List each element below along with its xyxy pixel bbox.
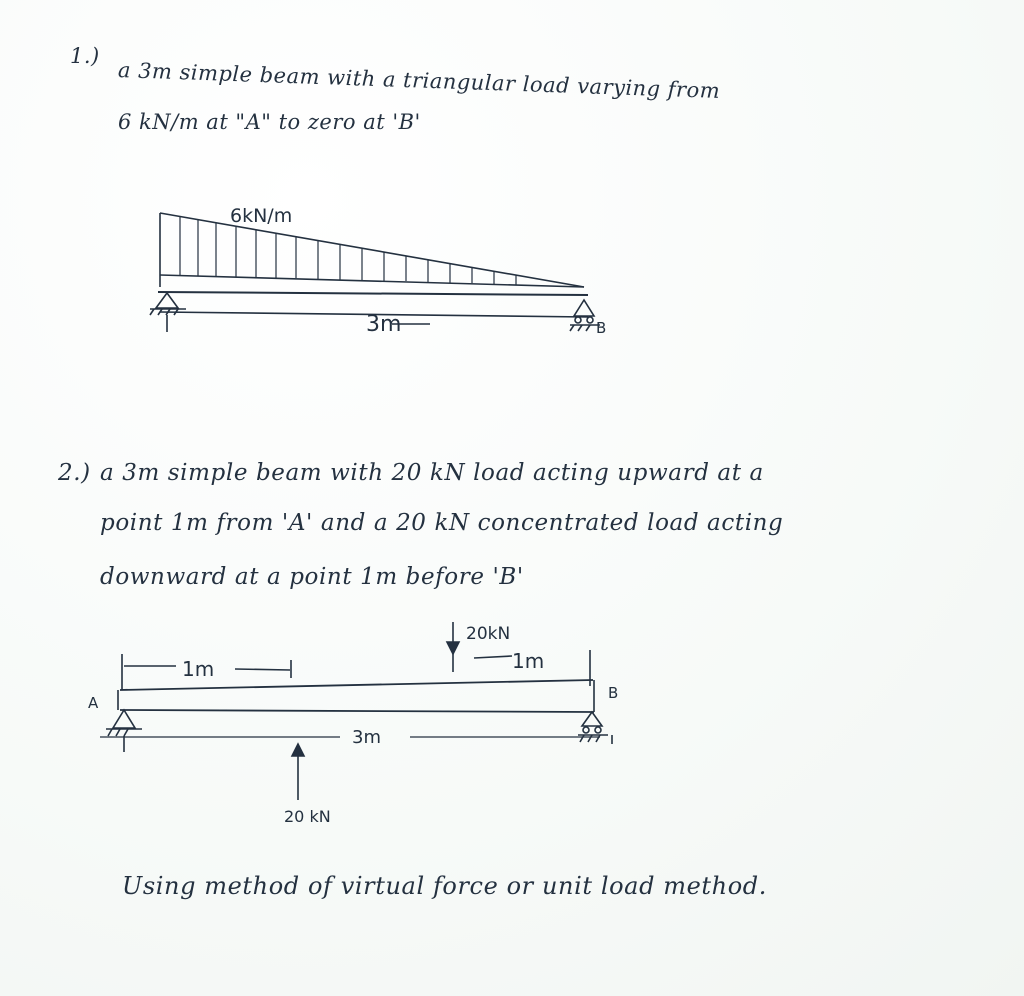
up-load-label: 20 kN: [284, 807, 331, 826]
load-magnitude-label: 6kN/m: [230, 205, 293, 227]
dim-right-label: 1m: [512, 649, 545, 673]
span-label-1: 3m: [366, 312, 402, 337]
problem2-line3: downward at a point 1m before 'B': [100, 564, 524, 590]
dim-right-line: [474, 656, 512, 658]
dim-left-label: 1m: [182, 657, 215, 681]
beam2-bottom: [120, 710, 594, 712]
beam2-top: [120, 680, 593, 690]
footer-instruction: Using method of virtual force or unit load method.: [122, 872, 767, 900]
down-load-label: 20kN: [466, 624, 511, 644]
problem2-line2: point 1m from 'A' and a 20 kN concentrated load acting: [100, 510, 784, 536]
span-label-2: 3m: [352, 727, 381, 748]
problem1-line2: 6 kN/m at "A" to zero at 'B': [118, 110, 421, 134]
support-b-label-1: B: [596, 319, 607, 337]
problem1-line1: a 3m simple beam with a triangular load varying from: [117, 58, 721, 104]
problem2-number: 2.): [58, 460, 91, 486]
down-load-arrowhead: [447, 642, 459, 654]
support-a-label-2: A: [88, 694, 99, 712]
problem1-number: 1.): [70, 44, 100, 68]
dim-left-line-b: [235, 669, 290, 670]
problem2-line1: a 3m simple beam with 20 kN load acting upward at a: [100, 460, 764, 486]
up-load-arrowhead: [292, 744, 304, 756]
support-a-pin-2: [106, 710, 142, 752]
support-b-label-2: B: [608, 684, 619, 702]
support-b-roller-2: [578, 712, 612, 744]
